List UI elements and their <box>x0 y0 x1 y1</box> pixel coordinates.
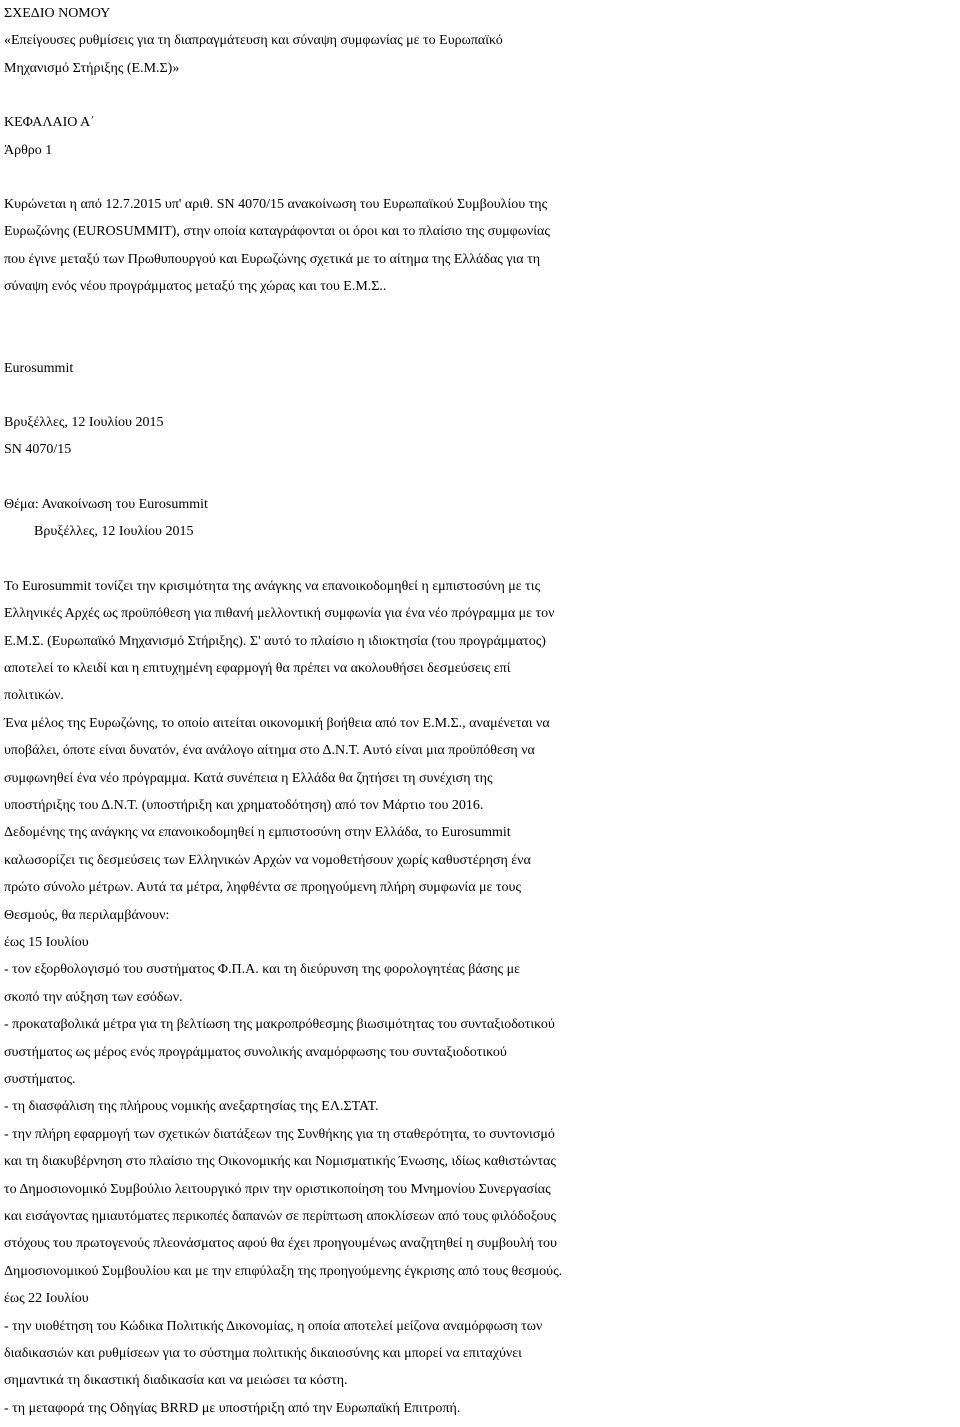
statement-body <box>4 573 954 1423</box>
text-line: σκοπό την αύξηση των εσόδων. <box>4 989 183 1005</box>
text-line: Δημοσιονομικού Συμβουλίου και με την επιφύλαξη της προηγούμενης έγκρισης από τους θεσμούς. <box>4 1263 563 1279</box>
text-line: διαδικασιών και ρυθμίσεων για το σύστημα πολιτικής δικαιοσύνης και μπορεί να επιταχύνει <box>4 1346 522 1362</box>
list-item: - τη διασφάλιση της πλήρους νομικής ανεξαρτησίας της ΕΛ.ΣΤΑΤ. <box>4 1099 379 1115</box>
text-line: σύναψη ενός νέου προγράμματος μεταξύ της χώρας και του Ε.Μ.Σ.. <box>4 279 387 295</box>
reference-number: SN 4070/15 <box>4 442 72 458</box>
spacer <box>4 164 954 191</box>
text-line: υποβάλει, όποτε είναι δυνατόν, ένα ανάλογο αίτημα στο Δ.Ν.Τ. Αυτό είναι μια προϋπόθεση να <box>4 743 535 759</box>
text-line: που έγινε μεταξύ των Πρωθυπουργού και Ευρωζώνης σχετικά με το αίτημα της Ελλάδας για τη <box>4 251 541 267</box>
text-line: Δεδομένης της ανάγκης να επανοικοδομηθεί η εμπιστοσύνη στην Ελλάδα, το Eurosummit <box>4 825 511 841</box>
text-line: το Δημοσιονομικό Συμβούλιο λειτουργικό πριν την οριστικοποίηση του Μνημονίου Συνεργασίας <box>4 1181 551 1197</box>
text-line: Ελληνικές Αρχές ως προϋπόθεση για πιθανή μελλοντική συμφωνία για ένα νέο πρόγραμμα με τον <box>4 606 555 622</box>
text-line: υποστήριξης του Δ.Ν.Τ. (υποστήριξη και χρηματοδότηση) από τον Μάρτιο του 2016. <box>4 797 484 813</box>
text-line: Ε.Μ.Σ. (Ευρωπαϊκό Μηχανισμό Στήριξης). Σ' αυτό το πλαίσιο η ιδιοκτησία (του προγράμματος) <box>4 633 546 649</box>
deadline-heading: έως 22 Ιουλίου <box>4 1291 89 1307</box>
document-subtitle-line-1: «Επείγουσες ρυθμίσεις για τη διαπραγμάτευση και σύναψη συμφωνίας με το Ευρωπαϊκό <box>4 33 503 49</box>
spacer <box>4 382 954 409</box>
text-line: και τη διακυβέρνηση στο πλαίσιο της Οικονομικής και Νομισματικής Ένωσης, ιδίως καθιστώντας <box>4 1154 556 1170</box>
text-line: πρώτο σύνολο μέτρων. Αυτά τα μέτρα, ληφθέντα σε προηγούμενη πλήρη συμφωνία με τους <box>4 880 522 896</box>
spacer <box>4 328 954 355</box>
list-item: - τη μεταφορά της Οδηγίας BRRD με υποστήριξη από την Ευρωπαϊκή Επιτροπή. <box>4 1400 461 1416</box>
text-line: σημαντικά τη δικαστική διαδικασία και να μειώσει τα κόστη. <box>4 1373 348 1389</box>
text-line: Ευρωζώνης (EUROSUMMIT), στην οποία καταγράφονται οι όροι και το πλαίσιο της συμφωνίας <box>4 224 550 240</box>
list-item: - τον εξορθολογισμό του συστήματος Φ.Π.Α. και τη διεύρυνση της φορολογητέας βάσης με <box>4 962 520 978</box>
subject-date: Βρυξέλλες, 12 Ιουλίου 2015 <box>34 524 194 540</box>
document-subtitle-line-2: Μηχανισμό Στήριξης (Ε.Μ.Σ)» <box>4 60 180 76</box>
deadline-heading: έως 15 Ιουλίου <box>4 934 89 950</box>
spacer <box>4 464 954 491</box>
chapter-heading: ΚΕΦΑΛΑΙΟ Α΄ <box>4 115 95 131</box>
list-item: - την πλήρη εφαρμογή των σχετικών διατάξεων της Συνθήκης για τη σταθερότητα, το συντονισμό <box>4 1126 555 1142</box>
text-line: Θεσμούς, θα περιλαμβάνουν: <box>4 907 170 923</box>
text-line: συμφωνηθεί ένα νέο πρόγραμμα. Κατά συνέπεια η Ελλάδα θα ζητήσει τη συνέχιση της <box>4 770 493 786</box>
text-line: πολιτικών. <box>4 688 64 704</box>
spacer <box>4 301 954 328</box>
spacer <box>4 82 954 109</box>
intro-paragraph <box>4 191 954 301</box>
text-line: Το Eurosummit τονίζει την κρισιμότητα της ανάγκης να επανοικοδομηθεί η εμπιστοσύνη με τις <box>4 578 541 594</box>
subject-line: Θέμα: Ανακοίνωση του Eurosummit <box>4 496 208 512</box>
text-line: συστήματος. <box>4 1072 76 1087</box>
document-title: ΣΧΕΔΙΟ ΝΟΜΟΥ <box>4 6 111 21</box>
article-heading: Άρθρο 1 <box>4 142 53 158</box>
text-line: καλωσορίζει τις δεσμεύσεις των Ελληνικών Αρχών να νομοθετήσουν χωρίς καθυστέρηση ένα <box>4 852 531 868</box>
text-line: Κυρώνεται η από 12.7.2015 υπ' αριθ. SN 4070/15 ανακοίνωση του Ευρωπαϊκού Συμβουλίου της <box>4 197 548 213</box>
text-line: Ένα μέλος της Ευρωζώνης, το οποίο αιτείται οικονομική βοήθεια από τον Ε.Μ.Σ., αναμένεται να <box>4 715 550 731</box>
spacer <box>4 546 954 573</box>
text-line: και εισάγοντας ημιαυτόματες περικοπές δαπανών σε περίπτωση αποκλίσεων από τους φιλόδοξους <box>4 1209 556 1225</box>
place-date: Βρυξέλλες, 12 Ιουλίου 2015 <box>4 415 164 431</box>
list-item: - προκαταβολικά μέτρα για τη βελτίωση της μακροπρόθεσμης βιωσιμότητας του συνταξιοδοτικού <box>4 1017 555 1033</box>
text-line: αποτελεί το κλειδί και η επιτυχημένη εφαρμογή θα πρέπει να ακολουθήσει δεσμεύσεις επί <box>4 660 511 676</box>
list-item: - την υιοθέτηση του Κώδικα Πολιτικής Δικονομίας, η οποία αποτελεί μείζονα αναμόρφωση των <box>4 1318 543 1334</box>
text-line: συστήματος ως μέρος ενός προγράμματος συνολικής αναμόρφωσης του συνταξιοδοτικού <box>4 1044 507 1060</box>
text-line: στόχους του πρωτογενούς πλεονάσματος αφού θα έχει προηγουμένως αναζητηθεί η συμβουλή του <box>4 1236 557 1252</box>
eurosummit-heading: Eurosummit <box>4 360 74 376</box>
